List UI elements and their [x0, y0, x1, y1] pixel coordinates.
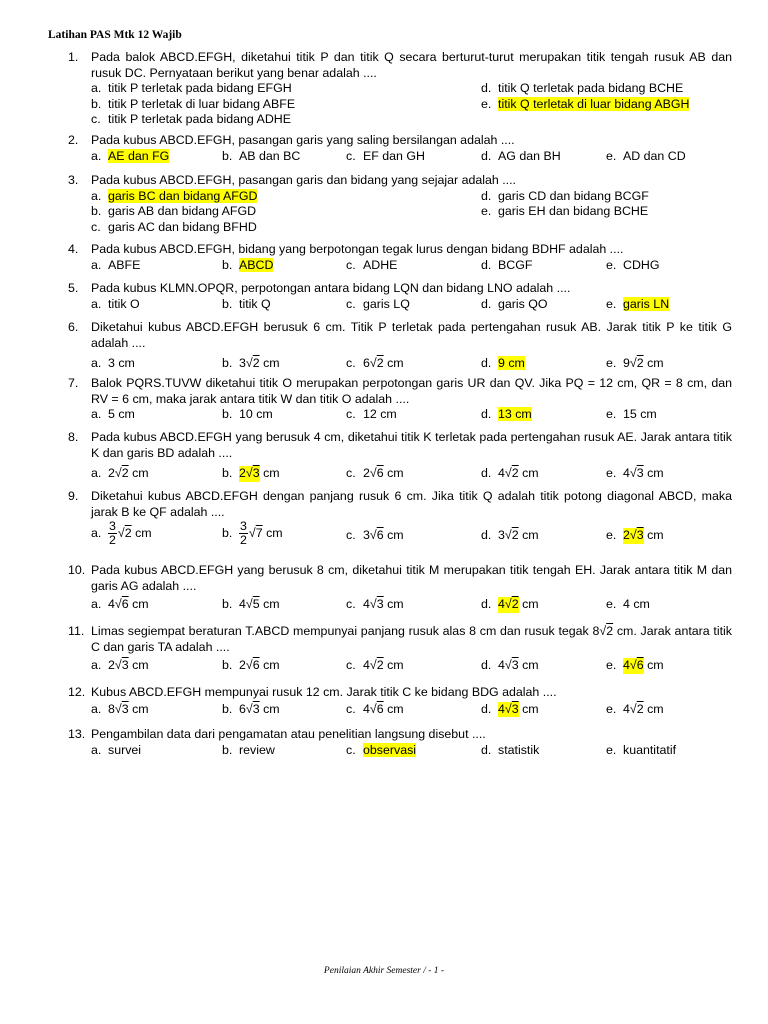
option-e: e. 4√3 cm: [606, 466, 664, 480]
highlighted-answer: garis BC dan bidang AFGD: [108, 188, 258, 203]
question-number: 13.: [68, 727, 86, 741]
question-4: [68, 242, 732, 273]
option-a: a. 5 cm: [91, 407, 135, 421]
question-number: 9.: [68, 489, 79, 503]
question-number: 2.: [68, 133, 79, 147]
question-stem: Kubus ABCD.EFGH mempunyai rusuk 12 cm. Jarak titik C ke bidang BDG adalah ....: [91, 685, 557, 699]
option-d: d. garis CD dan bidang BCGF: [481, 188, 649, 203]
option-e: e. kuantitatif: [606, 742, 677, 757]
option-d: d. BCGF: [481, 257, 533, 272]
option-c: c. garis LQ: [346, 296, 410, 311]
option-c: c. EF dan GH: [346, 148, 425, 163]
option-e: e. titik Q terletak di luar bidang ABGH: [481, 96, 690, 111]
highlighted-answer: 9 cm: [498, 356, 525, 370]
option-a: a. survei: [91, 742, 142, 757]
option-e: e. 2√3 cm: [606, 528, 664, 542]
option-d: d. 9 cm: [481, 356, 525, 370]
highlighted-answer: 13 cm: [498, 407, 532, 421]
question-9: [68, 489, 732, 552]
option-d: d. statistik: [481, 742, 540, 757]
highlighted-answer: 2√3: [239, 466, 260, 480]
option-d: d. garis QO: [481, 296, 548, 311]
question-stem: Limas segiempat beraturan T.ABCD mempunyai panjang rusuk alas 8 cm dan rusuk tegak 8√2 cm. Jarak antara titik C dan garis TA adalah ....: [91, 624, 732, 654]
option-d: d. 4√2 cm: [481, 597, 539, 611]
option-c: c. observasi: [346, 742, 417, 757]
page-footer: Penilaian Akhir Semester / - 1 -: [323, 966, 445, 976]
question-stem: Pada kubus ABCD.EFGH yang berusuk 4 cm, diketahui titik K terletak pada pertengahan rusuk AE. Jarak antara titik K dan garis BD adalah ....: [91, 430, 732, 460]
question-number: 7.: [68, 376, 79, 390]
option-e: e. 15 cm: [606, 407, 657, 421]
option-b: b. 2√3 cm: [222, 466, 280, 480]
option-d: d. AG dan BH: [481, 148, 561, 163]
option-a: a. ABFE: [91, 257, 141, 272]
option-e: e. 4√2 cm: [606, 701, 664, 716]
option-c: c. 4√2 cm: [346, 658, 404, 672]
option-b: b. review: [222, 742, 275, 757]
question-stem: Pada kubus ABCD.EFGH, pasangan garis yang saling bersilangan adalah ....: [91, 133, 515, 147]
option-a: a. AE dan FG: [91, 148, 170, 163]
option-d: d. 4√3 cm: [481, 658, 539, 672]
option-a: a. 2√3 cm: [91, 658, 149, 672]
question-stem: Pada kubus ABCD.EFGH, bidang yang berpotongan tegak lurus dengan bidang BDHF adalah ....: [91, 242, 624, 256]
option-e: e. 4 cm: [606, 597, 650, 611]
option-d: d. 13 cm: [481, 407, 532, 421]
question-number: 1.: [68, 50, 79, 64]
option-a: a. 4√6 cm: [91, 597, 149, 611]
option-c: c. 6√2 cm: [346, 356, 404, 370]
option-d: d. 3√2 cm: [481, 528, 539, 542]
option-a: a. titik P terletak pada bidang EFGH: [91, 81, 292, 95]
question-10: [68, 563, 732, 613]
option-d: d. 4√2 cm: [481, 466, 539, 480]
option-b: b. 4√5 cm: [222, 597, 280, 611]
question-stem: Pada balok ABCD.EFGH, diketahui titik P dan titik Q secara berturut-turut merupakan titik tengah rusuk AB dan rusuk DC. Pernyataan berikut yang benar adalah ....: [91, 50, 732, 80]
option-b: b. $\frac{3}{2}$ √7 cm: [222, 519, 283, 547]
option-b: b. titik Q: [222, 296, 271, 311]
option-a: a. titik O: [91, 296, 140, 311]
question-stem: Diketahui kubus ABCD.EFGH dengan panjang rusuk 6 cm. Jika titik Q adalah titik potong diagonal ABCD, maka jarak B ke QF adalah ....: [91, 489, 732, 519]
question-stem: Pengambilan data dari pengamatan atau penelitian langsung disebut ....: [91, 727, 486, 741]
question-number: 12.: [68, 685, 86, 699]
question-12: [68, 685, 732, 717]
option-b: b. 2√6 cm: [222, 658, 280, 672]
question-5: [68, 281, 732, 312]
option-e: e. CDHG: [606, 257, 660, 272]
highlighted-answer: 4√3: [498, 701, 519, 716]
question-number: 8.: [68, 430, 79, 444]
question-1: [68, 50, 732, 128]
option-c: c. garis AC dan bidang BFHD: [91, 219, 257, 234]
option-e: e. AD dan CD: [606, 148, 686, 163]
highlighted-answer: ABCD: [239, 257, 274, 272]
highlighted-answer: garis LN: [623, 296, 670, 311]
question-2: [68, 133, 732, 164]
highlighted-answer: 4√6: [623, 658, 644, 672]
question-stem: Pada kubus ABCD.EFGH, pasangan garis dan bidang yang sejajar adalah ....: [91, 173, 516, 187]
option-b: b. AB dan BC: [222, 148, 301, 163]
question-8: [68, 430, 732, 482]
question-number: 4.: [68, 242, 79, 256]
option-e: e. garis LN: [606, 296, 670, 311]
option-d: d. titik Q terletak pada bidang BCHE: [481, 81, 684, 95]
question-7: [68, 376, 732, 423]
question-number: 6.: [68, 320, 79, 334]
question-stem: Pada kubus ABCD.EFGH yang berusuk 8 cm, diketahui titik M merupakan titik tengah EH. Jarak antara titik M dan garis AG adalah ....: [91, 563, 732, 593]
option-c: c. ADHE: [346, 257, 398, 272]
question-stem: Balok PQRS.TUVW diketahui titik O merupakan perpotongan garis UR dan QV. Jika PQ = 12 cm, QR = 8 cm, dan RV = 6 cm, maka jarak antara titik W dan titik O adalah ....: [91, 376, 732, 406]
question-number: 3.: [68, 173, 79, 187]
highlighted-answer: titik Q terletak di luar bidang ABGH: [498, 96, 690, 111]
question-11: [68, 624, 732, 674]
option-b: b. ABCD: [222, 257, 274, 272]
question-3: [68, 173, 732, 235]
option-a: a. garis BC dan bidang AFGD: [91, 188, 258, 203]
option-b: b. garis AB dan bidang AFGD: [91, 204, 257, 218]
option-b: b. 6√3 cm: [222, 701, 280, 716]
highlighted-answer: AE dan FG: [108, 148, 170, 163]
option-a: a. 2√2 cm: [91, 466, 149, 480]
option-e: e. 9√2 cm: [606, 356, 664, 370]
option-c: c. 2√6 cm: [346, 466, 404, 480]
question-number: 10.: [68, 563, 86, 577]
question-stem: Diketahui kubus ABCD.EFGH berusuk 6 cm. Titik P terletak pada pertengahan rusuk AB. Jarak titik P ke titik G adalah ....: [91, 320, 732, 350]
option-b: b. titik P terletak di luar bidang ABFE: [91, 96, 296, 111]
option-d: d. 4√3 cm: [481, 701, 539, 716]
option-a: a. 8√3 cm: [91, 701, 149, 716]
option-c: c. 4√3 cm: [346, 597, 404, 611]
option-a: a. 3 cm: [91, 356, 135, 370]
question-13: [68, 727, 732, 758]
option-e: e. 4√6 cm: [606, 658, 664, 672]
question-stem: Pada kubus KLMN.OPQR, perpotongan antara bidang LQN dan bidang LNO adalah ....: [91, 281, 571, 295]
page-title: Latihan PAS Mtk 12 Wajib: [48, 29, 182, 41]
option-c: c. titik P terletak pada bidang ADHE: [91, 112, 291, 126]
question-number: 5.: [68, 281, 79, 295]
option-b: b. 10 cm: [222, 407, 273, 421]
option-a: a. $\frac{3}{2}$ √2 cm: [91, 519, 152, 547]
highlighted-answer: observasi: [363, 742, 417, 757]
option-b: b. 3√2 cm: [222, 356, 280, 370]
option-e: e. garis EH dan bidang BCHE: [481, 204, 649, 218]
question-6: [68, 320, 732, 372]
highlighted-answer: 4√2: [498, 597, 519, 611]
question-number: 11.: [68, 624, 85, 638]
option-c: c. 12 cm: [346, 407, 397, 421]
option-c: c. 3√6 cm: [346, 528, 404, 542]
option-c: c. 4√6 cm: [346, 701, 404, 716]
highlighted-answer: 2√3: [623, 528, 644, 542]
